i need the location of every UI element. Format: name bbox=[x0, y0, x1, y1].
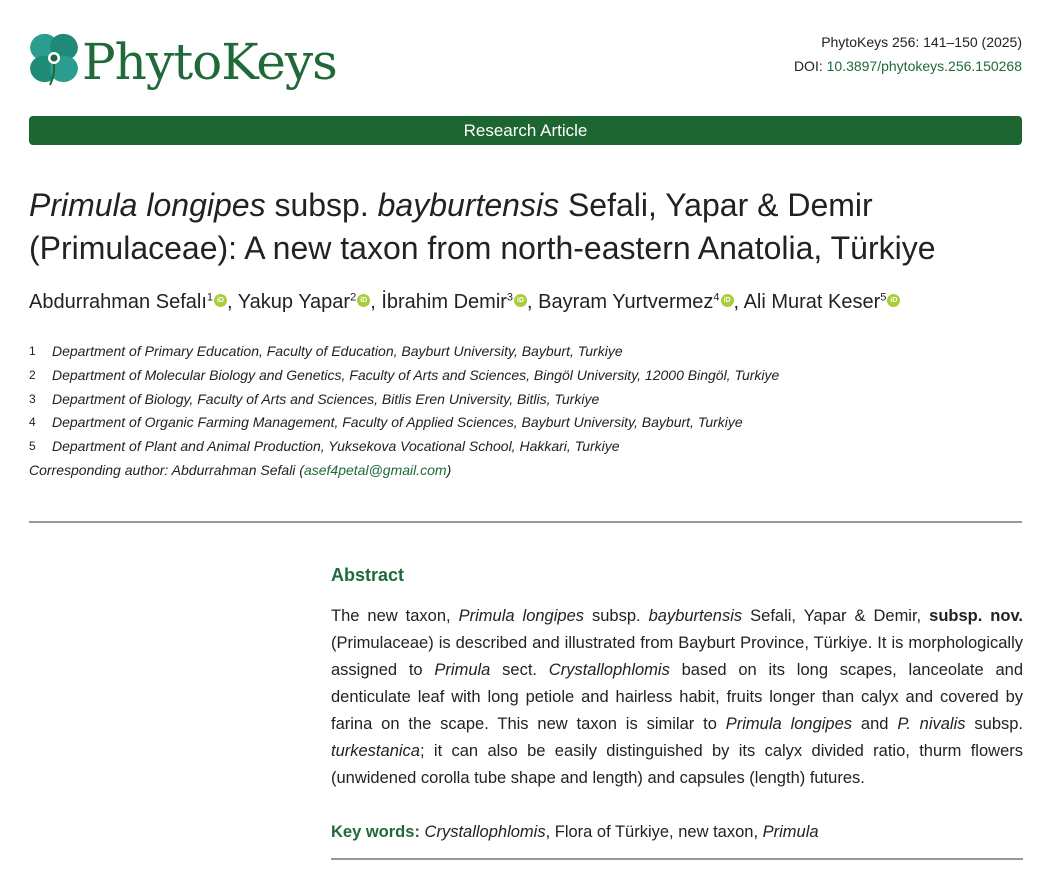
author-affiliation-ref[interactable]: 4 bbox=[713, 291, 720, 304]
affiliation-number: 5 bbox=[29, 439, 36, 454]
abstract-text bbox=[331, 603, 1023, 792]
author bbox=[744, 291, 901, 313]
orcid-icon[interactable]: iD bbox=[721, 294, 734, 307]
abstract-run: P. nivalis bbox=[897, 715, 966, 733]
journal-logo[interactable] bbox=[28, 24, 337, 94]
abstract-run: (Primulaceae) is described and illustrated from Bayburt Province, Türkiye. It is morphologically assigned to bbox=[331, 634, 1023, 679]
affiliation-number: 4 bbox=[29, 415, 36, 430]
affiliation-number: 3 bbox=[29, 391, 36, 406]
keywords-run: Primula bbox=[762, 823, 819, 841]
keywords bbox=[331, 819, 1023, 846]
author-name: Bayram Yurtvermez bbox=[538, 291, 714, 313]
abstract-run: Crystallophlomis bbox=[548, 661, 670, 679]
abstract-heading: Abstract bbox=[331, 565, 405, 585]
abstract-section bbox=[331, 562, 1023, 846]
abstract-run: Primula longipes bbox=[725, 715, 853, 733]
affiliation-item bbox=[29, 364, 779, 388]
doi-line bbox=[794, 54, 1022, 78]
author bbox=[538, 291, 743, 313]
abstract-run: and bbox=[852, 715, 898, 733]
affiliation-text: Department of Biology, Faculty of Arts and Sciences, Bitlis Eren University, Bitlis, Turkiye bbox=[52, 390, 600, 407]
keywords-text bbox=[420, 823, 819, 841]
affiliation-text: Department of Primary Education, Faculty of Education, Bayburt University, Bayburt, Turkiye bbox=[52, 343, 623, 359]
abstract-run: Primula longipes bbox=[458, 607, 584, 625]
abstract-run: ; it can also be easily distinguished by its calyx divided ratio, thurm flowers (unwidened corolla tube shape and length) and capsules (length) futures. bbox=[331, 742, 1023, 787]
author-affiliation-ref[interactable]: 3 bbox=[506, 291, 514, 304]
abstract-run: sect. bbox=[490, 661, 549, 679]
keywords-run: , Flora of Türkiye, new taxon, bbox=[545, 823, 763, 841]
author-name: Abdurrahman Sefalı bbox=[29, 291, 207, 313]
affiliation-item bbox=[29, 340, 779, 364]
corresponding-email-link[interactable]: asef4petal@gmail.com bbox=[303, 461, 447, 478]
section-divider-bottom bbox=[331, 858, 1023, 860]
phytokeys-leaf-icon bbox=[28, 31, 80, 87]
affiliation-item bbox=[29, 388, 779, 412]
abstract-run: Primula bbox=[434, 661, 491, 679]
abstract-run: The new taxon, bbox=[331, 607, 459, 625]
affiliation-text: Department of Organic Farming Management, Faculty of Applied Sciences, Bayburt University, Bayburt, Turkiye bbox=[52, 414, 743, 431]
doi-link[interactable]: 10.3897/phytokeys.256.150268 bbox=[826, 58, 1022, 74]
journal-info bbox=[794, 30, 1022, 78]
author-separator: , bbox=[227, 291, 238, 313]
orcid-icon[interactable]: iD bbox=[214, 294, 227, 307]
orcid-icon[interactable]: iD bbox=[357, 294, 370, 307]
affiliation-item bbox=[29, 435, 779, 459]
title-taxon-species: Primula longipes bbox=[29, 187, 266, 223]
affiliation-number: 1 bbox=[29, 344, 36, 358]
author-separator: , bbox=[527, 291, 539, 313]
orcid-icon[interactable]: iD bbox=[887, 294, 900, 307]
article-type-banner: Research Article bbox=[29, 116, 1022, 145]
affiliation-text: Department of Plant and Animal Production, Yuksekova Vocational School, Hakkari, Turkiye bbox=[52, 438, 620, 455]
article-title bbox=[29, 184, 1029, 270]
affiliation-item bbox=[29, 411, 779, 435]
author-name: Yakup Yapar bbox=[237, 291, 351, 313]
author-list bbox=[29, 288, 900, 316]
keywords-run: Crystallophlomis bbox=[424, 823, 546, 841]
orcid-icon[interactable]: iD bbox=[514, 294, 527, 307]
corresponding-close: ) bbox=[446, 461, 452, 478]
affiliation-number: 2 bbox=[29, 367, 36, 382]
author-separator: , bbox=[370, 291, 382, 313]
title-rank: subsp. bbox=[265, 187, 378, 223]
abstract-run: bayburtensis bbox=[648, 607, 743, 625]
author-name: Ali Murat Keser bbox=[743, 291, 881, 313]
author-separator: , bbox=[733, 291, 744, 313]
corresponding-author-label: Corresponding author: Abdurrahman Sefali ( bbox=[29, 461, 304, 478]
author-affiliation-ref[interactable]: 2 bbox=[350, 291, 357, 304]
abstract-run: based on its long scapes, lanceolate and denticulate leaf with long petiole and hairless habit, fruits longer than calyx and covered by farina on the scape. This new taxon is similar to bbox=[331, 661, 1024, 733]
corresponding-author bbox=[29, 459, 779, 483]
abstract-run: Sefali, Yapar & Demir, bbox=[742, 607, 930, 625]
abstract-run: subsp. nov. bbox=[929, 607, 1023, 625]
affiliation-text: Department of Molecular Biology and Genetics, Faculty of Arts and Sciences, Bingöl University, 12000 Bingöl, Turkiye bbox=[52, 366, 780, 383]
section-divider bbox=[29, 521, 1022, 523]
abstract-run: subsp. bbox=[965, 715, 1024, 733]
author bbox=[381, 291, 538, 313]
abstract-run: turkestanica bbox=[331, 742, 420, 760]
author-affiliation-ref[interactable]: 5 bbox=[880, 291, 887, 304]
doi-label: DOI: bbox=[793, 58, 823, 74]
affiliations bbox=[29, 340, 779, 483]
title-rest: Sefali, Yapar & Demir (Primulaceae): A new taxon from north-eastern Anatolia, Türkiye bbox=[29, 187, 936, 266]
keywords-label: Key words: bbox=[331, 823, 420, 841]
author bbox=[238, 291, 382, 313]
journal-name: PhytoKeys bbox=[82, 33, 337, 91]
title-taxon-subspecies: bayburtensis bbox=[377, 187, 560, 223]
author-name: İbrahim Demir bbox=[381, 291, 507, 313]
author bbox=[29, 291, 238, 313]
author-affiliation-ref[interactable]: 1 bbox=[206, 291, 214, 304]
abstract-run: subsp. bbox=[584, 607, 649, 625]
journal-citation: PhytoKeys 256: 141–150 (2025) bbox=[821, 34, 1022, 50]
